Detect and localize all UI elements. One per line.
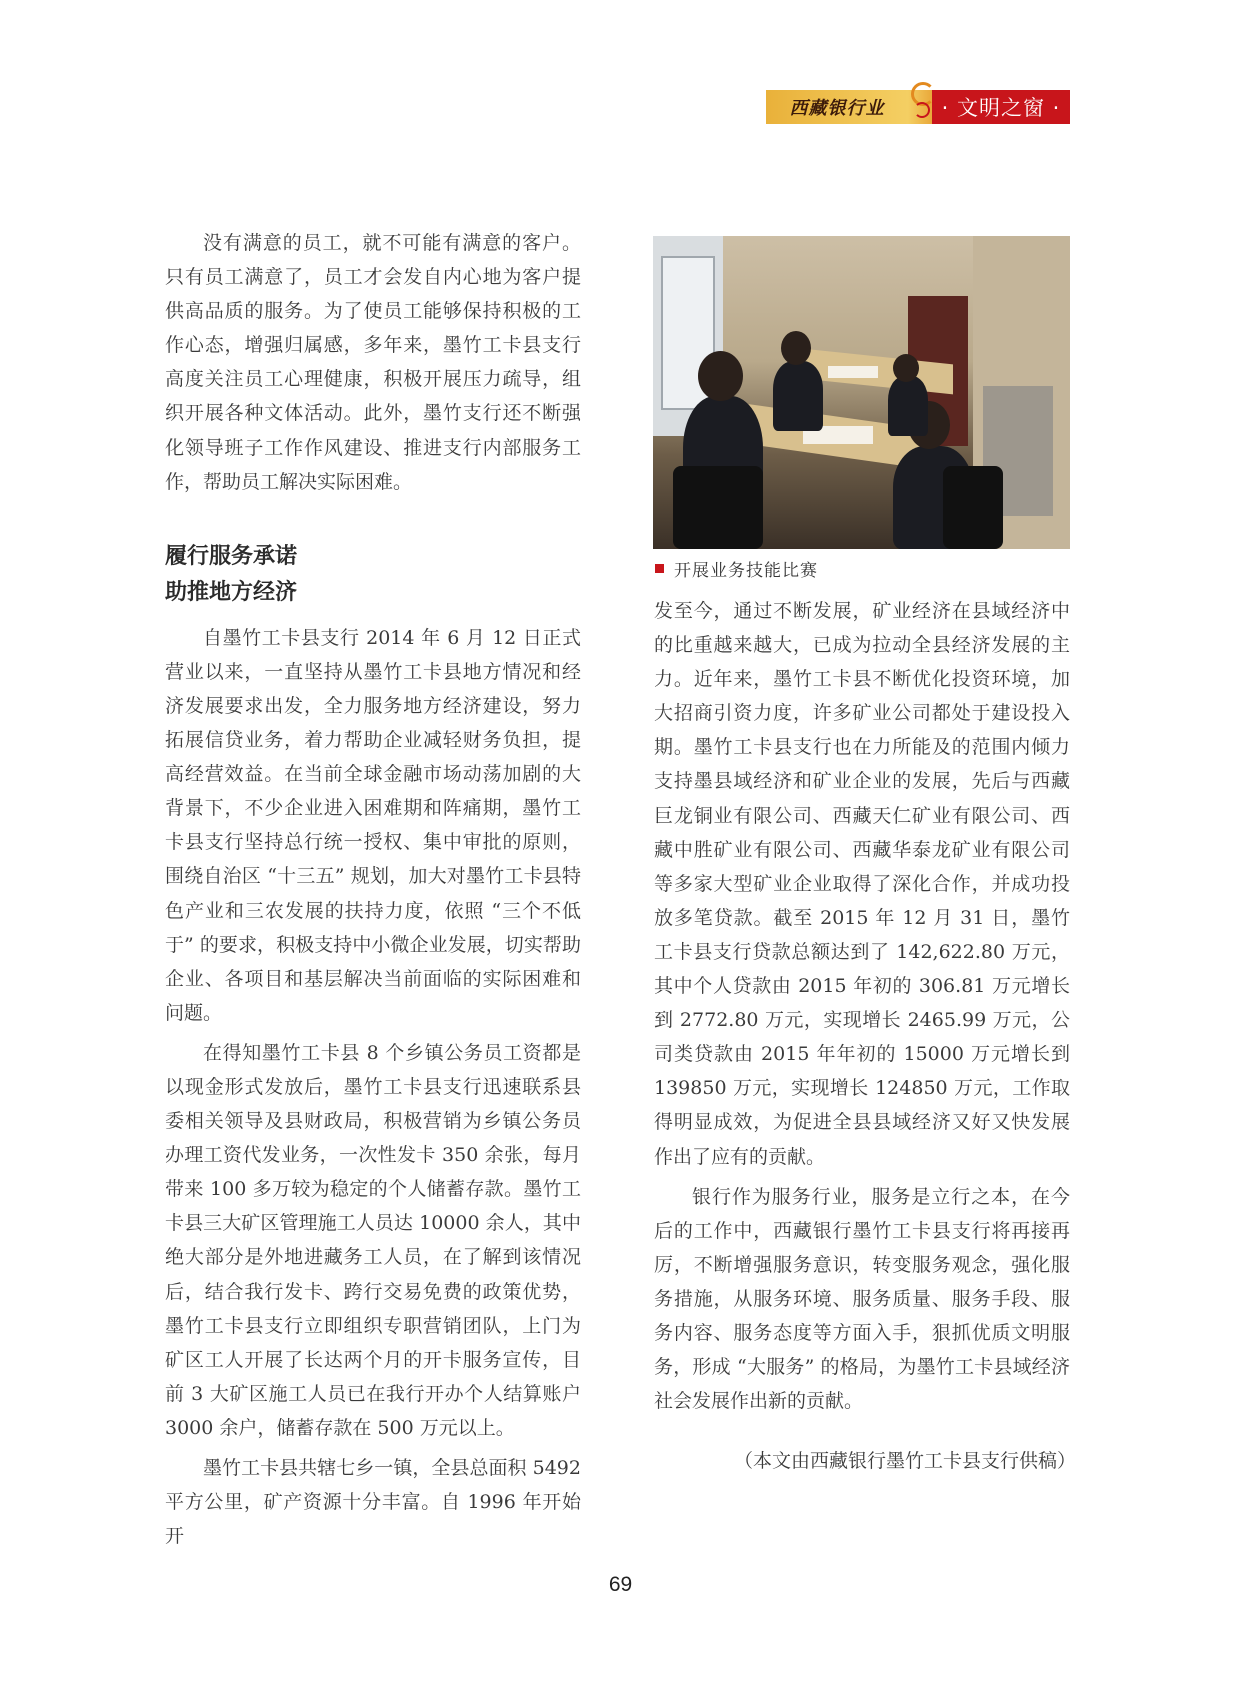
square-bullet-icon: [655, 564, 664, 573]
brand-logo: 西藏银行业: [766, 90, 908, 124]
section-title-line1: 履行服务承诺: [165, 543, 298, 569]
section-title-line2: 助推地方经济: [165, 579, 298, 605]
paragraph: 银行作为服务行业，服务是立行之本，在今后的工作中，西藏银行墨竹工卡县支行将再接再厉，不断增强服务意识，转变服务观念，强化服务措施，从服务环境、服务质量、服务手段、服务内容、服务态度等方面入手，狠抓优质文明服务，形成 “大服务” 的格局，为墨竹工卡县域经济社会发展作出新的贡献。: [654, 1185, 1070, 1413]
right-column: [654, 594, 1070, 1418]
page-number: 69: [608, 1573, 633, 1596]
paragraph: 发至今，通过不断发展，矿业经济在县域经济中的比重越来越大，已成为拉动全县经济发展的主力。近年来，墨竹工卡县不断优化投资环境，加大招商引资力度，许多矿业公司都处于建设投入期。墨竹工卡县支行也在力所能及的范围内倾力支持墨县域经济和矿业企业的发展，先后与西藏巨龙铜业有限公司、西藏天仁矿业有限公司、西藏中胜矿业有限公司、西藏华泰龙矿业有限公司等多家大型矿业企业取得了深化合作，并成功投放多笔贷款。截至 2015 年 12 月 31 日，墨竹工卡县支行贷款总额达到了 142,622.80 万元，其中个人贷款由 2015 年初的 306.81 万元增长到 2772.80 万元，实现增长 2465.99 万元，公司类贷款由 2015 年年初的 15000 万元增长到 139850 万元，实现增长 124850 万元，工作取得明显成效，为促进全县县域经济又好又快发展作出了应有的贡献。: [654, 600, 1070, 1168]
section-title: [165, 539, 581, 611]
paragraph: 自墨竹工卡县支行 2014 年 6 月 12 日正式营业以来，一直坚持从墨竹工卡县地方情况和经济发展要求出发，全力服务地方经济建设，努力拓展信贷业务，着力帮助企业减轻财务负担，提高经营效益。在当前全球金融市场动荡加剧的大背景下，不少企业进入困难期和阵痛期，墨竹工卡县支行坚持总行统一授权、集中审批的原则，围绕自治区 “十三五” 规划，加大对墨竹工卡县特色产业和三农发展的扶持力度，依照 “三个不低于” 的要求，积极支持中小微企业发展，切实帮助企业、各项目和基层解决当前面临的实际困难和问题。: [165, 626, 581, 1024]
header-banner: [766, 90, 1070, 124]
office-photo: [653, 236, 1070, 549]
article-credit: （本文由西藏银行墨竹工卡县支行供稿）: [734, 1450, 1077, 1472]
paragraph: 在得知墨竹工卡县 8 个乡镇公务员工资都是以现金形式发放后，墨竹工卡县支行迅速联系县委相关领导及县财政局，积极营销为乡镇公务员办理工资代发业务，一次性发卡 350 余张，每月带来 100 多万较为稳定的个人储蓄存款。墨竹工卡县三大矿区管理施工人员达 10000 余人，其中绝大部分是外地进藏务工人员，在了解到该情况后，结合我行发卡、跨行交易免费的政策优势，墨竹工卡县支行立即组织专职营销团队，上门为矿区工人开展了长达两个月的开卡服务宣传，目前 3 大矿区施工人员已在我行开办个人结算账户 3000 余户，储蓄存款在 500 万元以上。: [165, 1041, 581, 1439]
paragraph: 墨竹工卡县共辖七乡一镇，全县总面积 5492 平方公里，矿产资源十分丰富。自 1996 年开始开: [165, 1457, 581, 1548]
caption-text: 开展业务技能比赛: [674, 561, 818, 581]
left-column: [165, 226, 581, 1553]
column-title: · 文明之窗 ·: [932, 90, 1070, 124]
photo-caption: [655, 556, 818, 581]
paragraph: 没有满意的员工，就不可能有满意的客户。只有员工满意了，员工才会发自内心地为客户提供高品质的服务。为了使员工能够保持积极的工作心态，增强归属感，多年来，墨竹工卡县支行高度关注员工心理健康，积极开展压力疏导，组织开展各种文体活动。此外，墨竹支行还不断强化领导班子工作作风建设、推进支行内部服务工作，帮助员工解决实际困难。: [165, 232, 581, 493]
swirl-emblem-icon: [908, 90, 932, 124]
